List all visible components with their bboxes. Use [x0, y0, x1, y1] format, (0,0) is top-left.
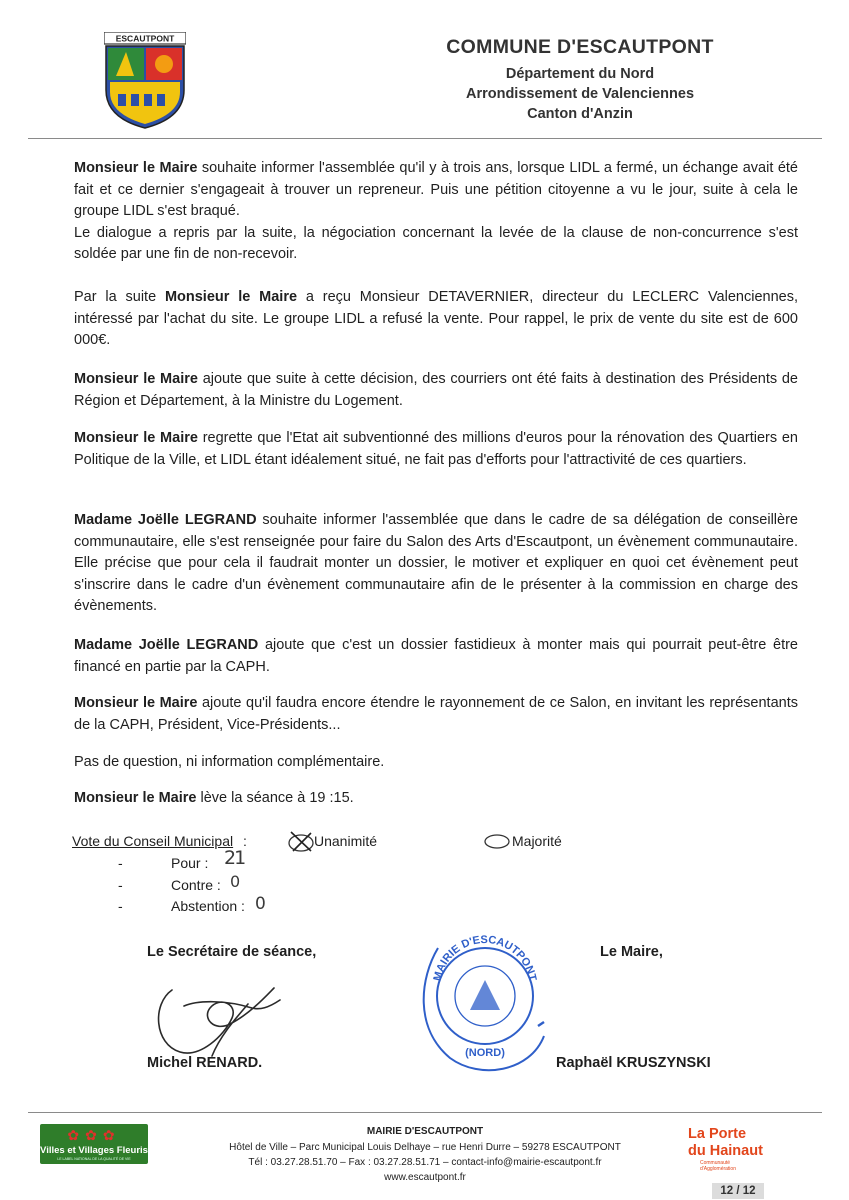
porte-line-2: du Hainaut — [688, 1143, 763, 1159]
vote-title-text: Vote du Conseil Municipal — [72, 833, 234, 849]
stamp-text-bottom: (NORD) — [465, 1047, 505, 1059]
paragraph-salon-des-arts — [74, 510, 798, 618]
escautpont-coat-of-arms-logo — [104, 32, 186, 130]
villes-villages-fleuris-logo — [40, 1124, 148, 1164]
abstention-value: 0 — [255, 894, 266, 914]
porte-line-3: Communauté d'Agglomération — [700, 1160, 736, 1172]
paragraph-text: regrette que l'Etat ait subventionné des millions d'euros pour la rénovation des Quartiers en Politique de la Ville, et LIDL étant idéalement situé, ne fait pas d'efforts pour l'attractivité de ces quartiers. — [74, 430, 799, 468]
paragraph-text: a reçu Monsieur DETAVERNIER, directeur du LECLERC Valenciennes, intéressé par l'achat du site. Le groupe LIDL a refusé la vente. Pour rappel, le prix de vente du site est de 600 000€. — [74, 289, 798, 349]
pour-label: Pour : — [171, 855, 209, 871]
majorite-label: Majorité — [512, 833, 562, 849]
paragraph-text: ajoute que c'est un dossier fastidieux à monter mais qui pourrait peut-être être financé en partie par la CAPH. — [74, 637, 798, 675]
svg-text:MAIRIE D'ESCAUTPONT — [432, 934, 539, 982]
speaker-name: Monsieur le Maire — [74, 371, 198, 387]
paragraph-text: Pas de question, ni information complémentaire. — [74, 754, 385, 770]
paragraph-letters — [74, 369, 798, 412]
footer-address: Hôtel de Ville – Parc Municipal Louis Delhaye – rue Henri Durre – 59278 ESCAUTPONT — [229, 1142, 621, 1153]
header-divider — [28, 138, 822, 139]
footer-contact: Tél : 03.27.28.51.70 – Fax : 03.27.28.51.71 – contact-info@mairie-escautpont.fr — [248, 1157, 602, 1168]
paragraph-text: lève la séance à 19 :15. — [196, 790, 354, 806]
department-line: Département du Nord — [505, 66, 655, 82]
paragraph-caph-funding — [74, 635, 798, 678]
la-porte-du-hainaut-logo — [688, 1126, 788, 1176]
mayor-title: Le Maire, — [600, 944, 663, 960]
speaker-name: Monsieur le Maire — [74, 430, 198, 446]
villes-sublabel: LE LABEL NATIONAL DE LA QUALITÉ DE VIE — [57, 1157, 131, 1161]
paragraph-salon-outreach — [74, 693, 798, 736]
secretary-name: Michel RENARD. — [147, 1055, 263, 1071]
commune-title: COMMUNE D'ESCAUTPONT — [446, 36, 714, 58]
paragraph-lidl-closure — [74, 158, 798, 266]
paragraph-text: souhaite informer l'assemblée qu'il y à trois ans, lorsque LIDL a fermé, un échange avait été fait et ce dernier s'engageait à trouver un repreneur. Puis une pétition citoyenne a vu le jour, suite à cela le groupe LIDL s'est braqué. — [74, 160, 799, 220]
footer-mairie: MAIRIE D'ESCAUTPONT — [366, 1126, 484, 1137]
paragraph-text: souhaite informer l'assemblée que dans le cadre de sa délégation de conseillère communautaire, elle s'est renseignée pour faire du Salon des Arts d'Escautpont, un évènement communautaire. Elle précise que pour cela il faudrait monter un dossier, le motiver et expliquer en quoi cet évènement peut s'inscrire dans le cadre d'un évènement communautaire afin de le présenter à la commission en charge des évènements. — [74, 512, 798, 615]
vote-title — [72, 833, 233, 849]
speaker-name: Madame Joëlle LEGRAND — [74, 512, 257, 528]
vote-title-colon: : — [243, 833, 247, 849]
paragraph-closing — [74, 788, 798, 810]
paragraph-state-subsidies — [74, 428, 798, 471]
speaker-name: Monsieur le Maire — [74, 790, 197, 806]
paragraph-text: ajoute que suite à cette décision, des courriers ont été faits à destination des Présidents de Région et Département, à la Ministre du Logement. — [74, 371, 798, 409]
paragraph-text: Par la suite — [74, 289, 165, 305]
list-dash: - — [118, 898, 123, 914]
paragraph-leclerc — [74, 287, 798, 352]
footer-website-link[interactable]: www.escautpont.fr — [384, 1172, 466, 1183]
stamp-text-top: MAIRIE D'ESCAUTPONT — [431, 933, 539, 983]
speaker-name: Monsieur le Maire — [74, 695, 198, 711]
speaker-name: Monsieur le Maire — [164, 289, 298, 305]
unanimite-label: Unanimité — [314, 833, 378, 849]
paragraph-no-questions — [74, 752, 798, 774]
secretary-signature-icon — [150, 978, 290, 1060]
flower-icon: ✿✿✿ — [67, 1127, 121, 1143]
majorite-checkbox-icon — [484, 834, 510, 849]
secretary-title: Le Secrétaire de séance, — [147, 944, 317, 960]
mayor-name: Raphaël KRUSZYNSKI — [556, 1055, 711, 1071]
footer-divider — [28, 1112, 822, 1113]
paragraph-text: Le dialogue a repris par la suite, la négociation concernant la levée de la clause de non-concurrence s'est soldée par une fin de non-recevoir. — [74, 224, 798, 263]
pour-value: 21 — [224, 847, 245, 869]
porte-line-1: La Porte — [688, 1126, 747, 1142]
list-dash: - — [118, 855, 123, 871]
speaker-name: Monsieur le Maire — [74, 160, 198, 176]
villes-label: Villes et Villages Fleuris — [40, 1145, 148, 1156]
mairie-stamp-icon — [410, 918, 560, 1078]
abstention-label: Abstention : — [171, 898, 245, 914]
speaker-name: Madame Joëlle LEGRAND — [74, 637, 259, 653]
list-dash: - — [118, 877, 123, 893]
crest-label: ESCAUTPONT — [115, 33, 175, 44]
page-number: 12 / 12 — [712, 1183, 764, 1199]
canton-line: Canton d'Anzin — [527, 106, 633, 122]
contre-value: 0 — [230, 872, 241, 891]
unanimite-checkbox-icon — [287, 828, 315, 854]
arrondissement-line: Arrondissement de Valenciennes — [465, 86, 695, 102]
contre-label: Contre : — [171, 877, 221, 893]
paragraph-text: ajoute qu'il faudra encore étendre le rayonnement de ce Salon, en invitant les représentants de la CAPH, Président, Vice-Présidents... — [74, 695, 798, 733]
